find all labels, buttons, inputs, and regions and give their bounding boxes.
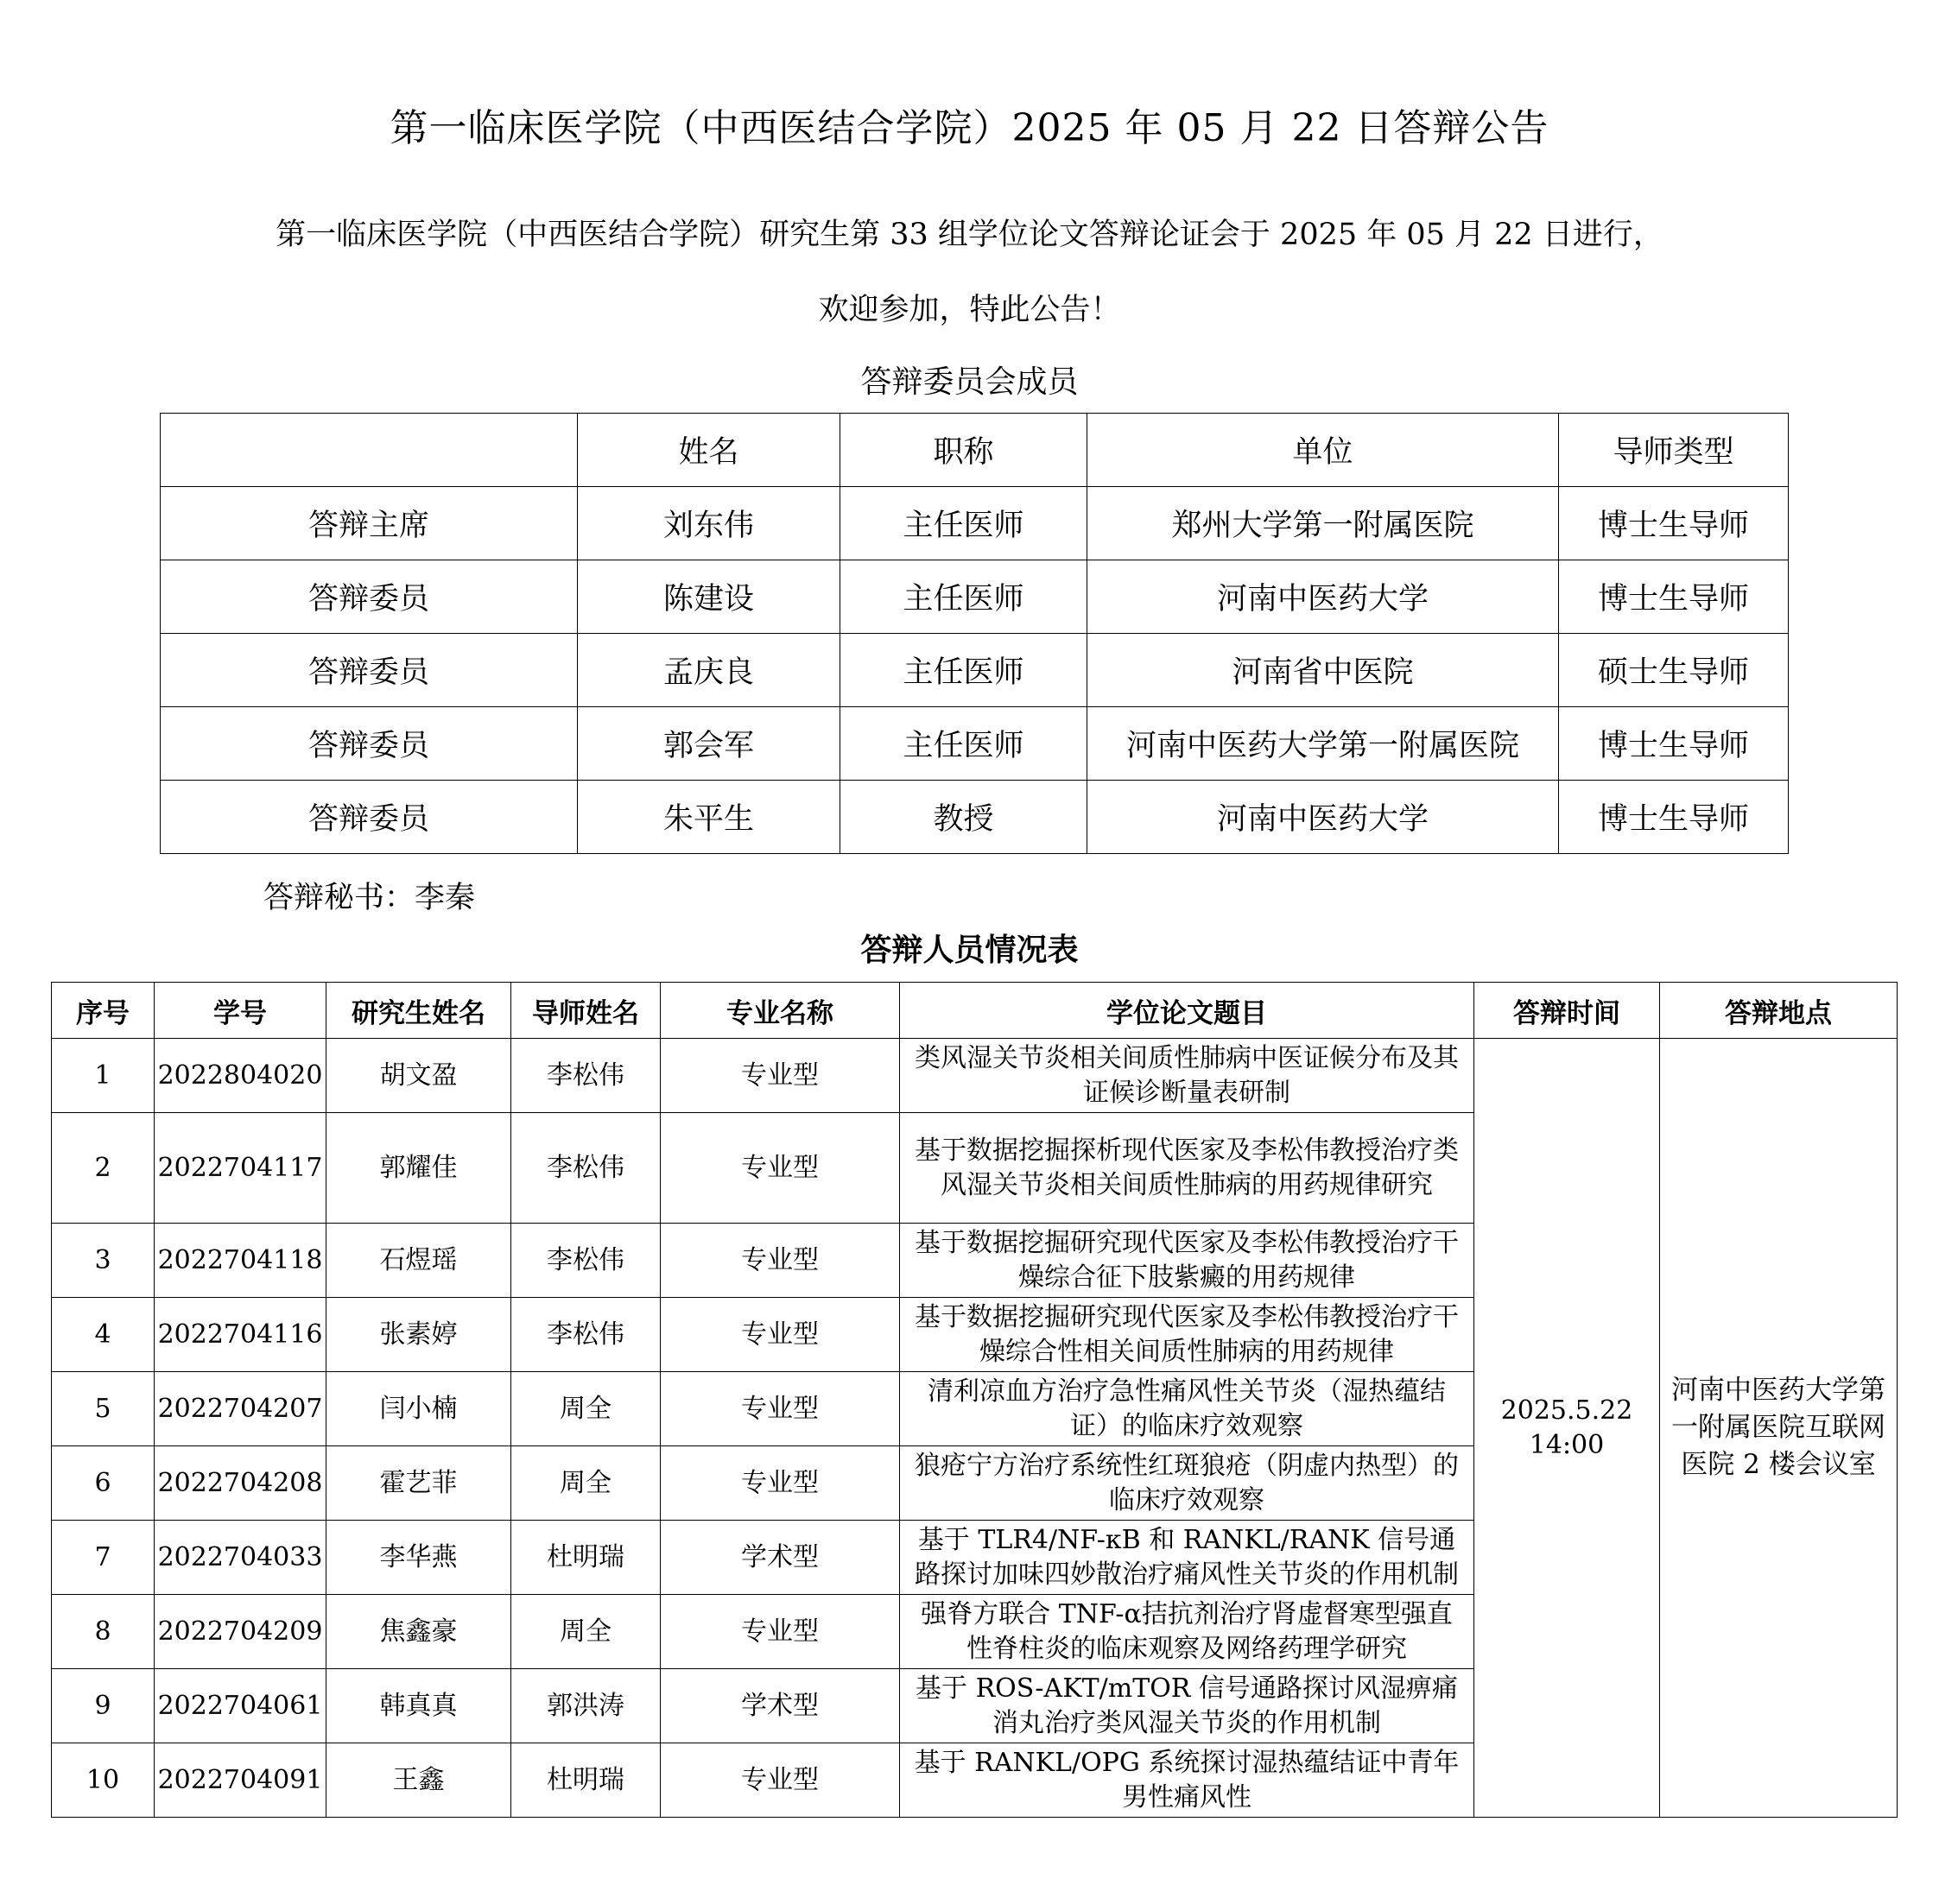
committee-header-name: 姓名 [578, 414, 840, 487]
advisor-name: 李松伟 [511, 1298, 661, 1372]
major: 专业型 [661, 1113, 900, 1224]
students-caption: 答辩人员情况表 [860, 932, 1079, 968]
defense-time: 2025.5.22 14:00 [1474, 1039, 1660, 1818]
committee-member-unit: 河南中医药大学 [1087, 781, 1559, 854]
intro-line-2: 欢迎参加，特此公告！ [818, 293, 1121, 327]
student-index: 2 [52, 1113, 155, 1224]
committee-caption: 答辩委员会成员 [860, 364, 1079, 400]
advisor-name: 周全 [511, 1595, 661, 1669]
committee-header-title: 职称 [840, 414, 1087, 487]
thesis-title: 基于 ROS-AKT/mTOR 信号通路探讨风湿痹痛消丸治疗类风湿关节炎的作用机制 [900, 1669, 1474, 1743]
student-id: 2022704116 [155, 1298, 326, 1372]
major: 专业型 [661, 1743, 900, 1818]
committee-member-name: 刘东伟 [578, 487, 840, 560]
advisor-name: 周全 [511, 1446, 661, 1521]
student-id: 2022804020 [155, 1039, 326, 1113]
student-id: 2022704033 [155, 1521, 326, 1595]
students-header-advisor-name: 导师姓名 [511, 983, 661, 1039]
student-name: 韩真真 [326, 1669, 511, 1743]
committee-member-unit: 河南省中医院 [1087, 634, 1559, 707]
thesis-title: 基于数据挖掘研究现代医家及李松伟教授治疗干燥综合性相关间质性肺病的用药规律 [900, 1298, 1474, 1372]
student-name: 胡文盈 [326, 1039, 511, 1113]
advisor-name: 李松伟 [511, 1039, 661, 1113]
committee-role: 答辩委员 [161, 707, 578, 781]
committee-member-name: 郭会军 [578, 707, 840, 781]
committee-member-title: 主任医师 [840, 707, 1087, 781]
advisor-name: 杜明瑞 [511, 1743, 661, 1818]
committee-member-advisor-type: 博士生导师 [1559, 560, 1789, 634]
student-id: 2022704208 [155, 1446, 326, 1521]
committee-member-advisor-type: 硕士生导师 [1559, 634, 1789, 707]
student-index: 9 [52, 1669, 155, 1743]
student-index: 3 [52, 1224, 155, 1298]
student-id: 2022704118 [155, 1224, 326, 1298]
committee-row [161, 560, 1789, 634]
committee-member-name: 孟庆良 [578, 634, 840, 707]
major: 学术型 [661, 1669, 900, 1743]
committee-row [161, 634, 1789, 707]
major: 学术型 [661, 1521, 900, 1595]
secretary: 答辩秘书：李秦 [263, 881, 476, 915]
committee-member-title: 主任医师 [840, 487, 1087, 560]
student-index: 6 [52, 1446, 155, 1521]
advisor-name: 杜明瑞 [511, 1521, 661, 1595]
thesis-title: 基于 RANKL/OPG 系统探讨湿热蕴结证中青年男性痛风性 [900, 1743, 1474, 1818]
thesis-title: 狼疮宁方治疗系统性红斑狼疮（阴虚内热型）的临床疗效观察 [900, 1446, 1474, 1521]
committee-row [161, 707, 1789, 781]
student-index: 4 [52, 1298, 155, 1372]
students-header-time: 答辩时间 [1474, 983, 1660, 1039]
major: 专业型 [661, 1372, 900, 1446]
major: 专业型 [661, 1298, 900, 1372]
committee-header-unit: 单位 [1087, 414, 1559, 487]
student-index: 5 [52, 1372, 155, 1446]
student-name: 郭耀佳 [326, 1113, 511, 1224]
thesis-title: 基于数据挖掘研究现代医家及李松伟教授治疗干燥综合征下肢紫癜的用药规律 [900, 1224, 1474, 1298]
committee-table [160, 413, 1789, 854]
student-id: 2022704117 [155, 1113, 326, 1224]
student-id: 2022704061 [155, 1669, 326, 1743]
thesis-title: 类风湿关节炎相关间质性肺病中医证候分布及其证候诊断量表研制 [900, 1039, 1474, 1113]
committee-row [161, 781, 1789, 854]
committee-member-title: 主任医师 [840, 560, 1087, 634]
advisor-name: 李松伟 [511, 1224, 661, 1298]
students-header-student-name: 研究生姓名 [326, 983, 511, 1039]
students-header-major: 专业名称 [661, 983, 900, 1039]
thesis-title: 基于数据挖掘探析现代医家及李松伟教授治疗类风湿关节炎相关间质性肺病的用药规律研究 [900, 1113, 1474, 1224]
committee-header-role [161, 414, 578, 487]
students-header-row [52, 983, 1898, 1039]
student-index: 7 [52, 1521, 155, 1595]
committee-member-unit: 河南中医药大学第一附属医院 [1087, 707, 1559, 781]
students-header-id: 学号 [155, 983, 326, 1039]
advisor-name: 郭洪涛 [511, 1669, 661, 1743]
page-title: 第一临床医学院（中西医结合学院）2025 年 05 月 22 日答辩公告 [390, 106, 1549, 150]
committee-role: 答辩委员 [161, 781, 578, 854]
committee-member-advisor-type: 博士生导师 [1559, 781, 1789, 854]
students-header-location: 答辩地点 [1660, 983, 1898, 1039]
student-index: 1 [52, 1039, 155, 1113]
major: 专业型 [661, 1224, 900, 1298]
thesis-title: 基于 TLR4/NF-κB 和 RANKL/RANK 信号通路探讨加味四妙散治疗痛风性关节炎的作用机制 [900, 1521, 1474, 1595]
student-id: 2022704091 [155, 1743, 326, 1818]
committee-member-advisor-type: 博士生导师 [1559, 707, 1789, 781]
student-index: 8 [52, 1595, 155, 1669]
committee-header-row [161, 414, 1789, 487]
student-id: 2022704209 [155, 1595, 326, 1669]
committee-member-unit: 郑州大学第一附属医院 [1087, 487, 1559, 560]
committee-member-title: 主任医师 [840, 634, 1087, 707]
students-table [51, 982, 1898, 1818]
committee-role: 答辩主席 [161, 487, 578, 560]
student-name: 李华燕 [326, 1521, 511, 1595]
thesis-title: 清利凉血方治疗急性痛风性关节炎（湿热蕴结证）的临床疗效观察 [900, 1372, 1474, 1446]
advisor-name: 周全 [511, 1372, 661, 1446]
intro-line-1: 第一临床医学院（中西医结合学院）研究生第 33 组学位论文答辩论证会于 2025 年 05 月 22 日进行， [276, 218, 1663, 252]
major: 专业型 [661, 1039, 900, 1113]
committee-member-name: 朱平生 [578, 781, 840, 854]
major: 专业型 [661, 1446, 900, 1521]
thesis-title: 强脊方联合 TNF-α拮抗剂治疗肾虚督寒型强直性脊柱炎的临床观察及网络药理学研究 [900, 1595, 1474, 1669]
student-name: 闫小楠 [326, 1372, 511, 1446]
students-header-index: 序号 [52, 983, 155, 1039]
committee-member-name: 陈建设 [578, 560, 840, 634]
committee-role: 答辩委员 [161, 634, 578, 707]
defense-location: 河南中医药大学第一附属医院互联网医院 2 楼会议室 [1660, 1039, 1898, 1818]
student-name: 焦鑫豪 [326, 1595, 511, 1669]
committee-role: 答辩委员 [161, 560, 578, 634]
student-name: 张素婷 [326, 1298, 511, 1372]
students-header-thesis: 学位论文题目 [900, 983, 1474, 1039]
committee-member-advisor-type: 博士生导师 [1559, 487, 1789, 560]
student-name: 霍艺菲 [326, 1446, 511, 1521]
student-name: 王鑫 [326, 1743, 511, 1818]
committee-member-title: 教授 [840, 781, 1087, 854]
committee-member-unit: 河南中医药大学 [1087, 560, 1559, 634]
table-row [52, 1039, 1898, 1113]
committee-row [161, 487, 1789, 560]
committee-header-advisor-type: 导师类型 [1559, 414, 1789, 487]
major: 专业型 [661, 1595, 900, 1669]
student-name: 石煜瑶 [326, 1224, 511, 1298]
student-id: 2022704207 [155, 1372, 326, 1446]
advisor-name: 李松伟 [511, 1113, 661, 1224]
student-index: 10 [52, 1743, 155, 1818]
